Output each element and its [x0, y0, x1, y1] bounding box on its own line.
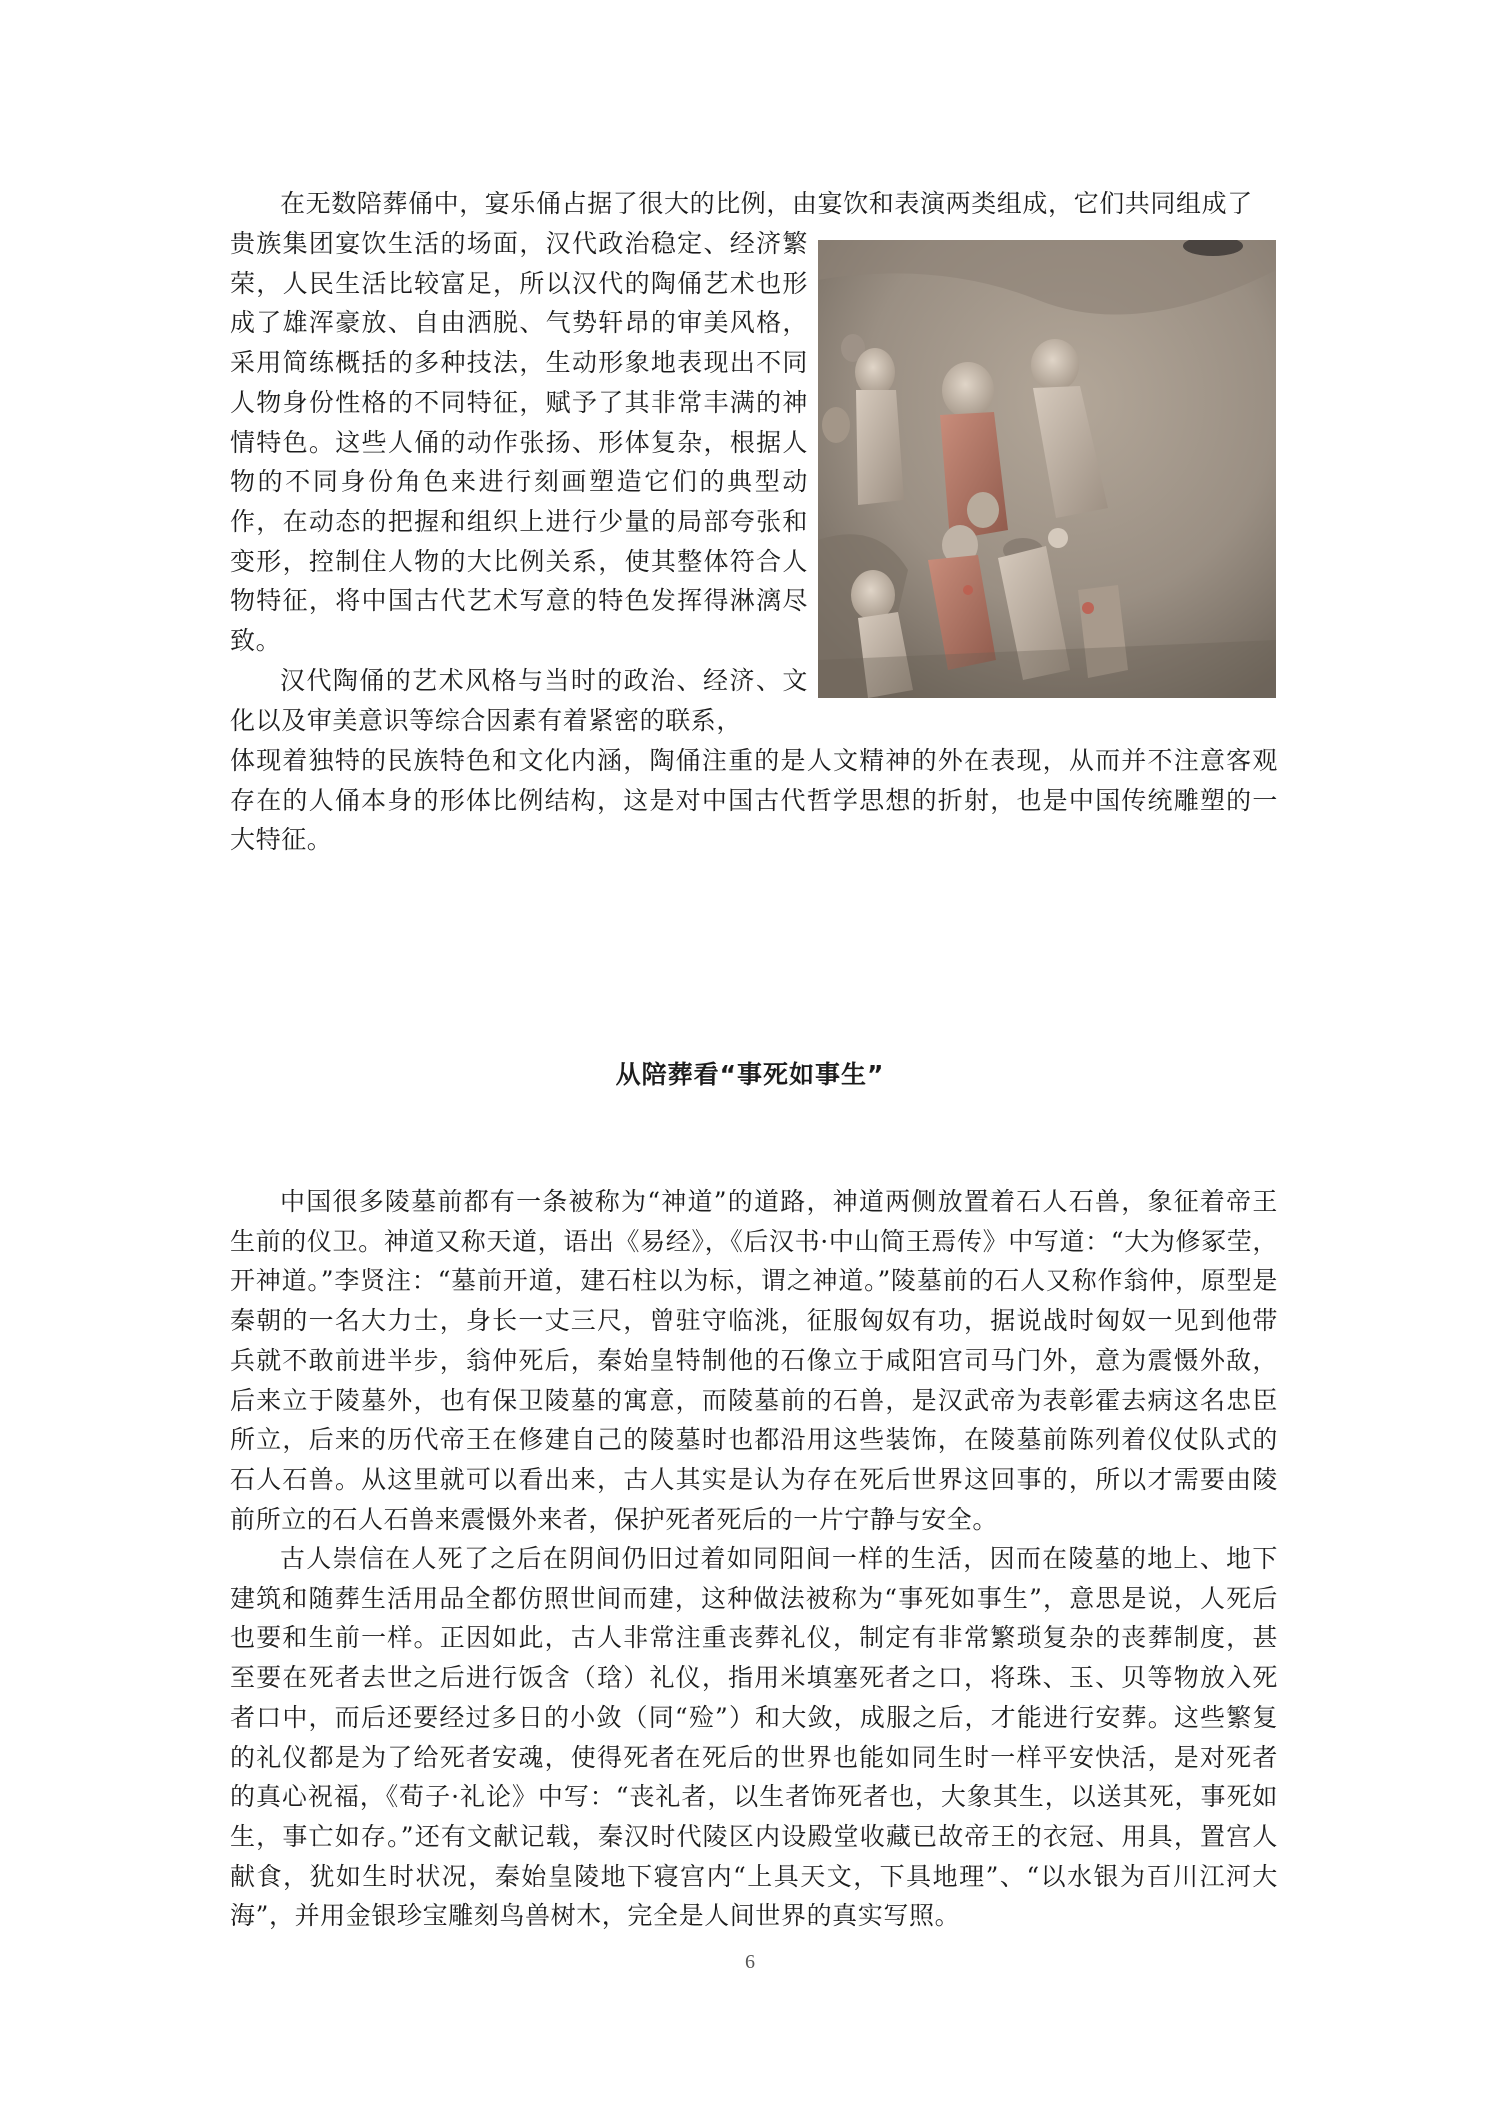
- page-number: 6: [745, 1951, 755, 1973]
- paragraph-1-body: 贵族集团宴饮生活的场面，汉代政治稳定、经济繁荣，人民生活比较富足，所以汉代的陶俑艺术也形成了雄浑豪放、自由洒脱、气势轩昂的审美风格，采用简练概括的多种技法，生动形象地表现出不同人物身份性格的不同特征，赋予了其非常丰满的神情特色。这些人俑的动作张扬、形体复杂，根据人物的不同身份角色来进行刻画塑造它们的典型动作，在动态的把握和组织上进行少量的局部夸张和变形，控制住人物的大比例关系，使其整体符合人物特征，将中国古代艺术写意的特色发挥得淋漓尽致。: [230, 229, 808, 656]
- pottery-figurines-photo: [818, 240, 1276, 698]
- paragraph-3: 中国很多陵墓前都有一条被称为“神道”的道路，神道两侧放置着石人石兽，象征着帝王生前的仪卫。神道又称天道，语出《易经》，《后汉书·中山简王焉传》中写道：“大为修冢茔，开神道。”李贤注：“墓前开道，建石柱以为标，谓之神道。”陵墓前的石人又称作翁仲，原型是秦朝的一名大力士，身长一丈三尺，曾驻守临洮，征服匈奴有功，据说战时匈奴一见到他带兵就不敢前进半步，翁仲死后，秦始皇特制他的石像立于咸阳宫司马门外，意为震慑外敌，后来立于陵墓外，也有保卫陵墓的寓意，而陵墓前的石兽，是汉武帝为表彰霍去病这名忠臣所立，后来的历代帝王在修建自己的陵墓时也都沿用这些装饰，在陵墓前陈列着仪仗队式的石人石兽。从这里就可以看出来，古人其实是认为存在死后世界这回事的，所以才需要由陵前所立的石人石兽来震慑外来者，保护死者死后的一片宁静与安全。: [230, 1187, 1278, 1534]
- excavation-image-icon: [818, 240, 1276, 698]
- paragraph-1-first-line: 在无数陪葬俑中，宴乐俑占据了很大的比例，由宴饮和表演两类组成，它们共同组成了: [280, 189, 1253, 218]
- section-title: 从陪葬看“事死如事生”: [615, 1060, 885, 1089]
- paragraph-4: 古人崇信在人死了之后在阴间仍旧过着如同阳间一样的生活，因而在陵墓的地上、地下建筑和随葬生活用品全都仿照世间而建，这种做法被称为“事死如事生”，意思是说，人死后也要和生前一样。正因如此，古人非常注重丧葬礼仪，制定有非常繁琐复杂的丧葬制度，甚至要在死者去世之后进行饭含（琀）礼仪，指用米填塞死者之口，将珠、玉、贝等物放入死者口中，而后还要经过多日的小敛（同“殓”）和大敛，成服之后，才能进行安葬。这些繁复的礼仪都是为了给死者安魂，使得死者在死后的世界也能如同生时一样平安快活，是对死者的真心祝福，《荀子·礼论》中写：“丧礼者，以生者饰死者也，大象其生，以送其死，事死如生，事亡如存。”还有文献记载，秦汉时代陵区内设殿堂收藏已故帝王的衣冠、用具，置宫人献食，犹如生时状况，秦始皇陵地下寝宫内“上具天文，下具地理”、“以水银为百川江河大海”，并用金银珍宝雕刻鸟兽树木，完全是人间世界的真实写照。: [230, 1544, 1278, 1931]
- paragraph-2-body: 体现着独特的民族特色和文化内涵，陶俑注重的是人文精神的外在表现，从而并不注意客观存在的人俑本身的形体比例结构，这是对中国古代哲学思想的折射，也是中国传统雕塑的一大特征。: [230, 746, 1278, 855]
- paragraph-2-start: 汉代陶俑的艺术风格与当时的政治、经济、文化以及审美意识等综合因素有着紧密的联系，: [230, 666, 808, 735]
